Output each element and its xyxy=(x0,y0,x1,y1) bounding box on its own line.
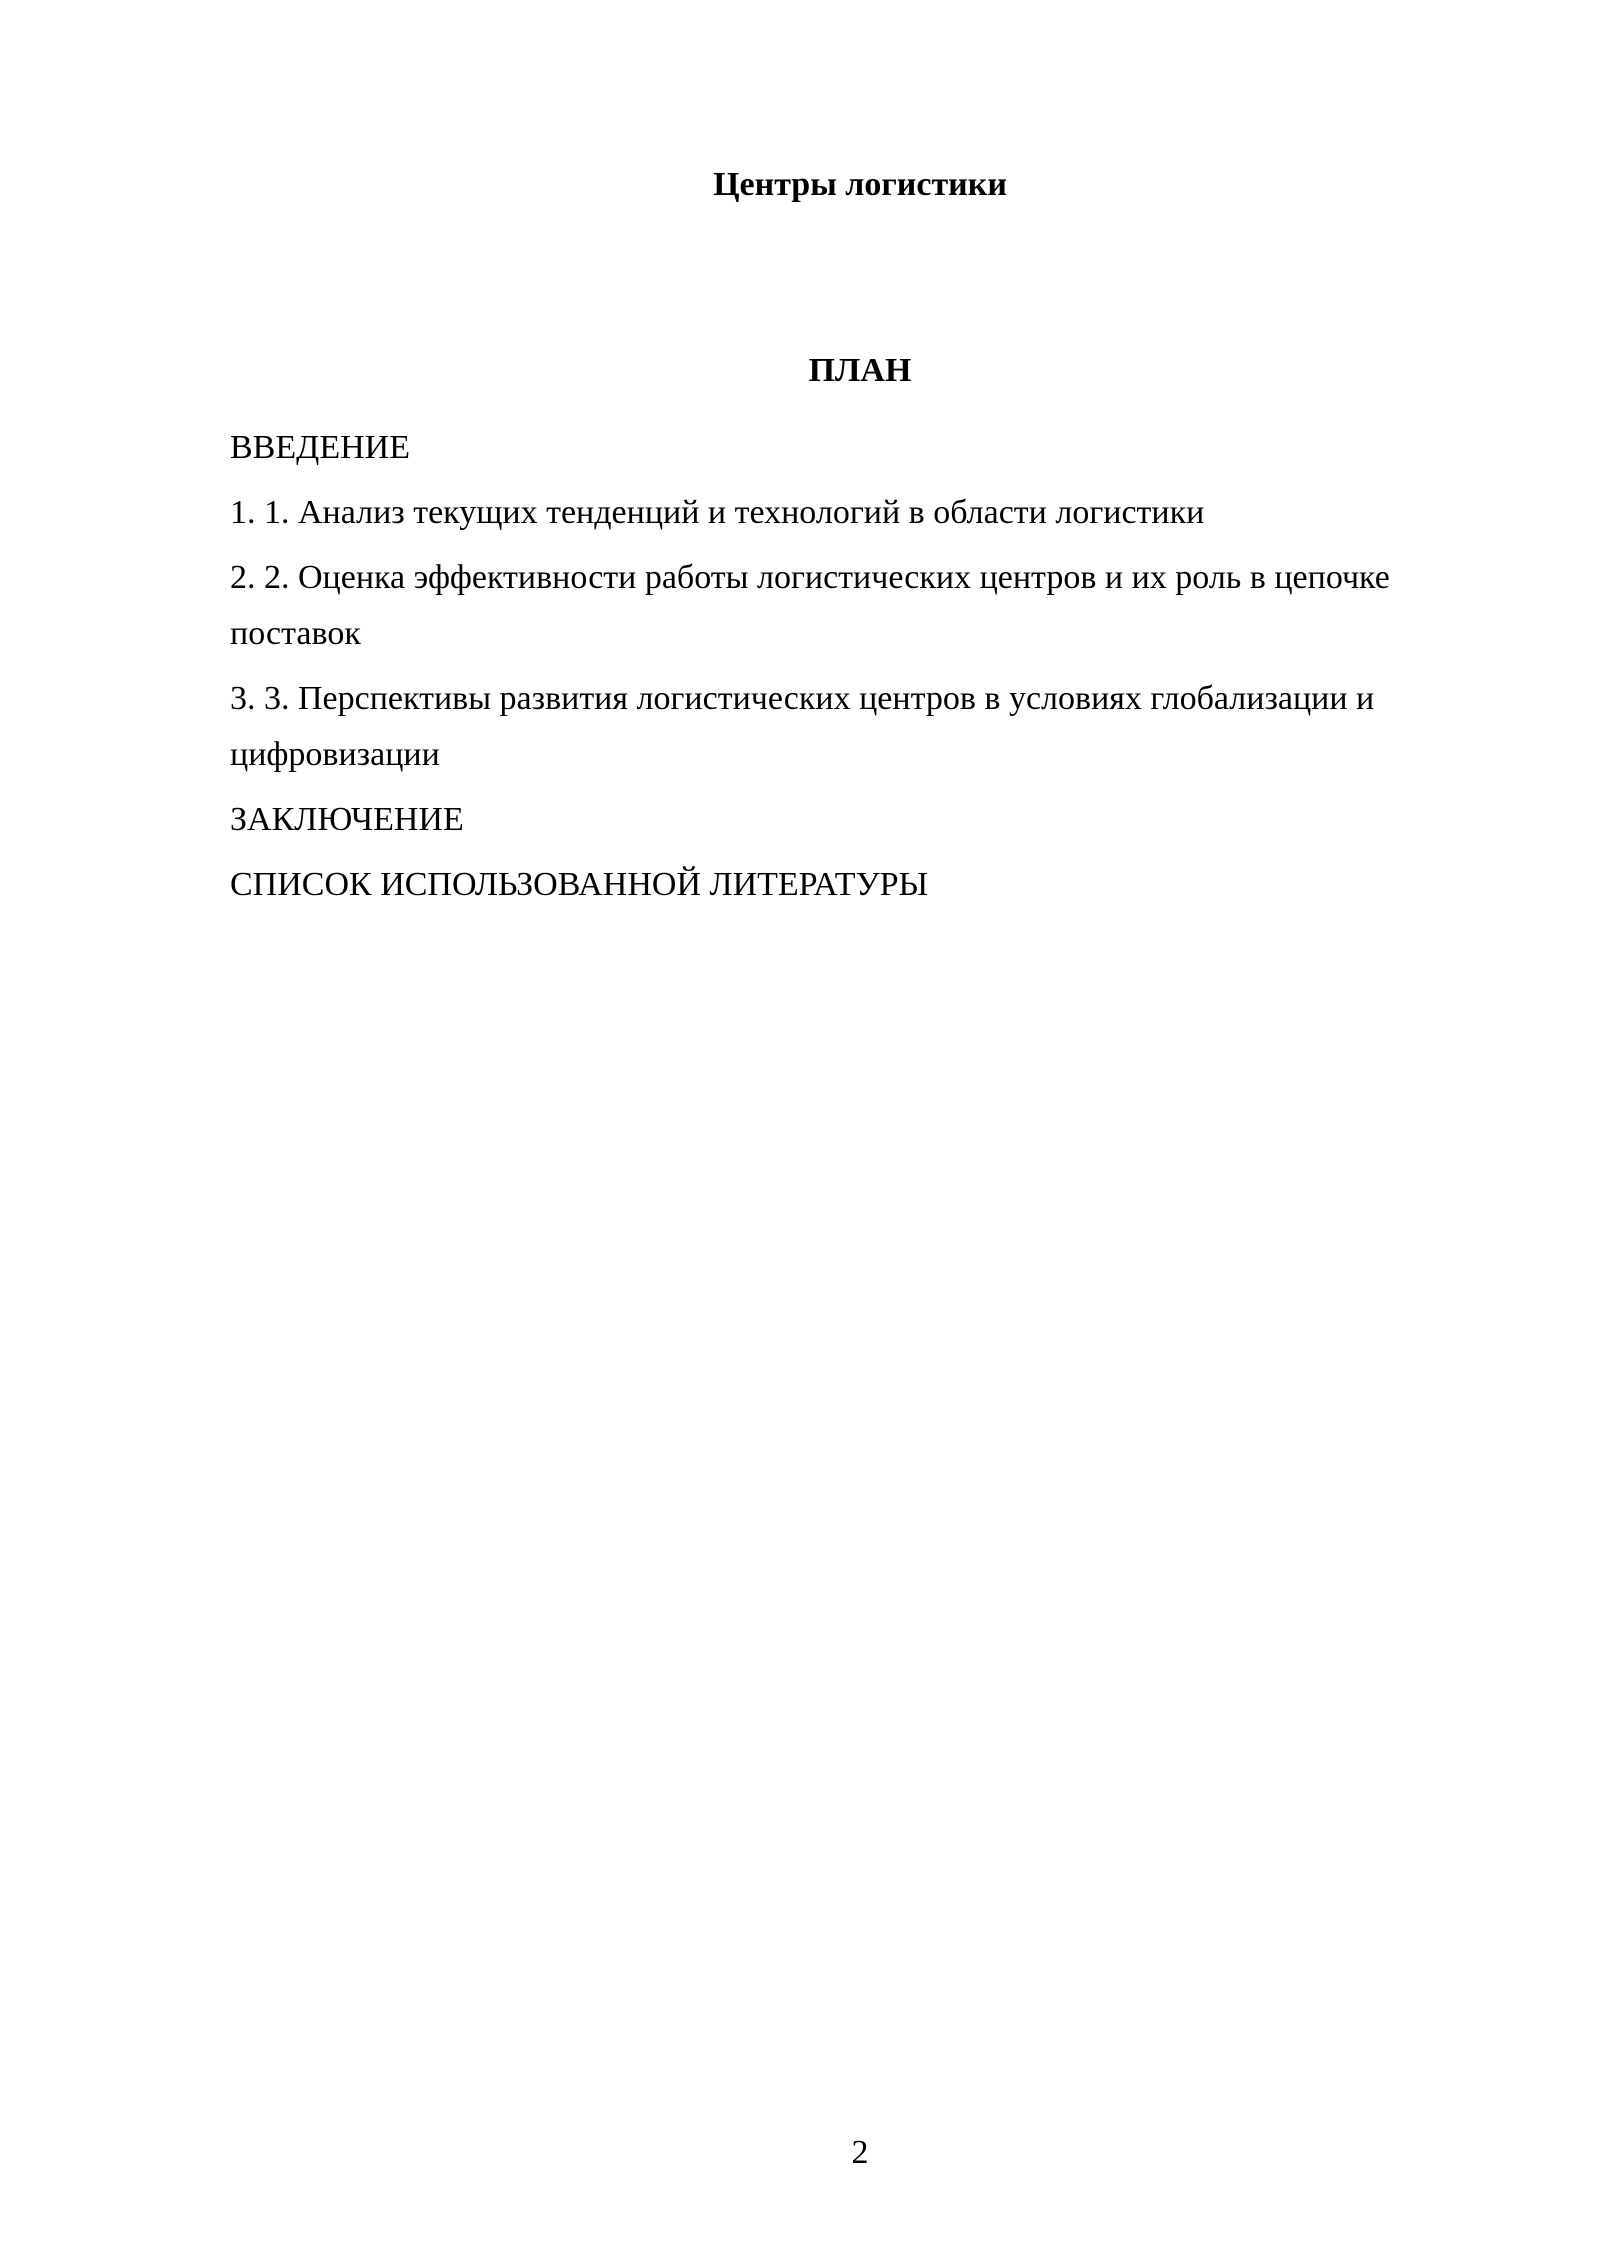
toc-item-references: СПИСОК ИСПОЛЬЗОВАННОЙ ЛИТЕРАТУРЫ xyxy=(230,866,929,903)
toc-item-introduction: ВВЕДЕНИЕ xyxy=(230,429,410,466)
page-number: 2 xyxy=(851,2134,869,2171)
document-title: Центры логистики xyxy=(713,166,1007,203)
toc-item-conclusion: ЗАКЛЮЧЕНИЕ xyxy=(230,801,464,838)
toc-item-chapter-3: 3. 3. Перспективы развития логистических центров в условиях глобализации и цифровизации xyxy=(230,680,1375,773)
table-of-contents xyxy=(230,420,1492,922)
toc-item-chapter-1: 1. 1. Анализ текущих тенденций и технологий в области логистики xyxy=(230,494,1205,531)
plan-heading: ПЛАН xyxy=(808,352,912,389)
toc-item-chapter-2: 2. 2. Оценка эффективности работы логистических центров и их роль в цепочке поставок xyxy=(230,559,1390,652)
